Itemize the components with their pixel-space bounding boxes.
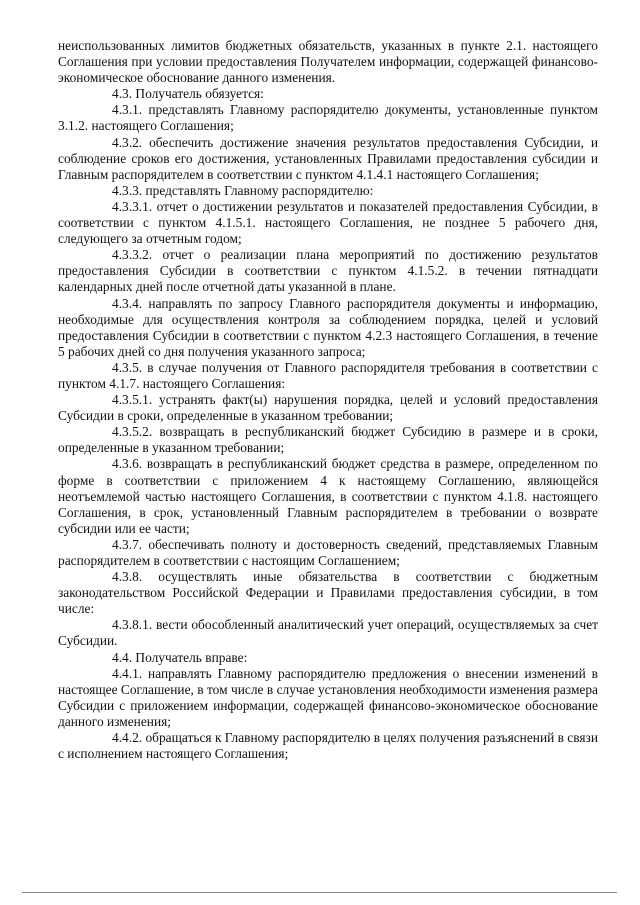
clause-4-3-4: 4.3.4. направлять по запросу Главного распорядителя документы и информацию, необходимые для осуществления контроля за соблюдением порядка, целей и условий предоставления Субсидии в соответствии с пунктом 4.2.3 настоящего Соглашения, в течение 5 рабочих дней со дня получения указанного запроса;: [58, 295, 598, 359]
page-bottom-rule: [22, 892, 617, 893]
clause-4-3-6: 4.3.6. возвращать в республиканский бюджет средства в размере, определенном по форме в соответствии с приложением 4 к настоящему Соглашению, являющейся неотъемлемой частью настоящего Соглашения, в соответствии с пунктом 4.1.8. настоящего Соглашения, в срок, установленный Главным распорядителем в требовании о возврате субсидии или ее части;: [58, 456, 598, 536]
clause-4-4-1: 4.4.1. направлять Главному распорядителю предложения о внесении изменений в настоящее Соглашение, в том числе в случае установления необходимости изменения размера Субсидии с приложением информации, содержащей финансово-экономическое обоснование данного изменения;: [58, 665, 598, 729]
clause-4-3-5-1: 4.3.5.1. устранять факт(ы) нарушения порядка, целей и условий предоставления Субсидии в сроки, определенные в указанном требовании;: [58, 392, 598, 424]
clause-4-3-2: 4.3.2. обеспечить достижение значения результатов предоставления Субсидии, и соблюдение сроков его достижения, установленных Правилами предоставления субсидии и Главным распорядителем в соответствии с пунктом 4.1.4.1 настоящего Соглашения;: [58, 134, 598, 182]
clause-4-3-1: 4.3.1. представлять Главному распорядителю документы, установленные пунктом 3.1.2. настоящего Соглашения;: [58, 102, 598, 134]
clause-4-3-3-1: 4.3.3.1. отчет о достижении результатов и показателей предоставления Субсидии, в соответствии с пунктом 4.1.5.1. настоящего Соглашения, не позднее 5 рабочего дня, следующего за отчетным годом;: [58, 198, 598, 247]
clause-4-4-heading: 4.4. Получатель вправе:: [112, 649, 248, 665]
clause-4-3-3-2: 4.3.3.2. отчет о реализации плана мероприятий по достижению результатов предоставления Субсидии в соответствии с пунктом 4.1.5.2. в течении пятнадцати календарных дней после отчетной даты указанной в плане.: [58, 247, 598, 295]
clause-4-3-8-1: 4.3.8.1. вести обособленный аналитический учет операций, осуществляемых за счет Субсидии.: [58, 617, 598, 649]
document-page: [58, 38, 598, 762]
clause-4-3-heading: 4.3. Получатель обязуется:: [112, 86, 264, 102]
clause-4-3-8: 4.3.8. осуществлять иные обязательства в соответствии с бюджетным законодательством Российской Федерации и Правилами предоставления субсидии, в том числе:: [58, 569, 598, 617]
paragraph-continuation: неиспользованных лимитов бюджетных обязательств, указанных в пункте 2.1. настоящего Соглашения при условии предоставления Получателем информации, содержащей финансово-экономическое обоснование данного изменения.: [58, 38, 598, 86]
clause-4-3-3: 4.3.3. представлять Главному распорядителю:: [112, 182, 374, 198]
clause-4-3-7: 4.3.7. обеспечивать полноту и достоверность сведений, представляемых Главным распорядителем в соответствии с настоящим Соглашением;: [58, 536, 598, 568]
clause-4-3-5: 4.3.5. в случае получения от Главного распорядителя требования в соответствии с пунктом 4.1.7. настоящего Соглашения:: [58, 359, 598, 391]
clause-4-4-2: 4.4.2. обращаться к Главному распорядителю в целях получения разъяснений в связи с исполнением настоящего Соглашения;: [58, 730, 599, 762]
clause-4-3-5-2: 4.3.5.2. возвращать в республиканский бюджет Субсидию в размере и в сроки, определенные в указанном требовании;: [58, 424, 598, 456]
